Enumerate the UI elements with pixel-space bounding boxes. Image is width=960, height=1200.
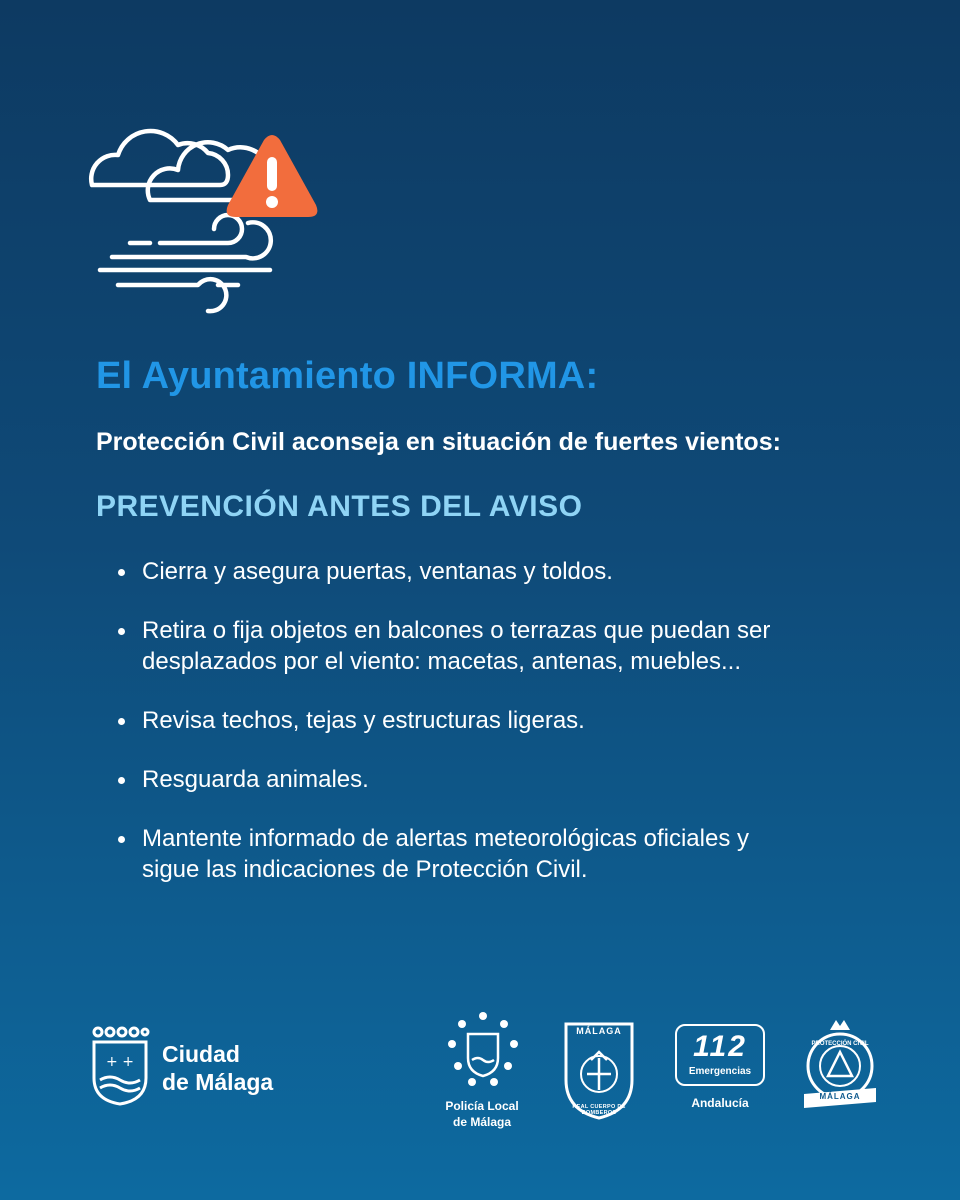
tip-line: sigue las indicaciones de Protección Civil. bbox=[142, 856, 588, 883]
tips-list bbox=[118, 556, 878, 913]
ciudad-malaga-label bbox=[162, 1040, 273, 1096]
subheadline: Protección Civil aconseja en situación de fuertes vientos: bbox=[96, 428, 781, 456]
tip-line: Cierra y asegura puertas, ventanas y toldos. bbox=[142, 558, 613, 585]
list-item bbox=[118, 823, 878, 885]
list-item bbox=[118, 764, 878, 795]
proteccion-civil-band-label: MÁLAGA bbox=[819, 1092, 861, 1101]
ciudad-line1: Ciudad bbox=[162, 1041, 240, 1067]
policia-line2: de Málaga bbox=[452, 1115, 512, 1129]
tip-line: Mantente informado de alertas meteorológicas oficiales y bbox=[142, 825, 749, 852]
bomberos-badge bbox=[560, 1018, 638, 1122]
section-title: PREVENCIÓN ANTES DEL AVISO bbox=[96, 490, 583, 523]
emergencias-number: 112 bbox=[693, 1030, 747, 1063]
policia-local-badge-icon bbox=[444, 1010, 522, 1094]
bomberos-top-label: MÁLAGA bbox=[576, 1026, 622, 1036]
bullet-icon bbox=[118, 718, 125, 725]
wind-lines-icon bbox=[100, 215, 271, 311]
headline: El Ayuntamiento INFORMA: bbox=[96, 355, 599, 397]
cloud-back-icon bbox=[91, 131, 228, 185]
wind-warning-icon bbox=[78, 105, 328, 320]
bomberos-bottom-label: REAL CUERPO DE BOMBEROS bbox=[572, 1104, 626, 1116]
proteccion-civil-ring-label: PROTECCIÓN CIVIL bbox=[811, 1041, 869, 1047]
tip-line: desplazados por el viento: macetas, antenas, muebles... bbox=[142, 648, 742, 675]
bullet-icon bbox=[118, 777, 125, 784]
emergencias-region: Andalucía bbox=[691, 1096, 749, 1110]
bullet-icon bbox=[118, 836, 125, 843]
tip-line: Revisa techos, tejas y estructuras ligeras. bbox=[142, 707, 585, 734]
ciudad-line2: de Málaga bbox=[162, 1069, 274, 1095]
list-item bbox=[118, 556, 878, 587]
tip-line: Retira o fija objetos en balcones o terrazas que puedan ser bbox=[142, 617, 771, 644]
svg-text:+ +: + + bbox=[106, 1054, 134, 1070]
emergencias-label: Emergencias bbox=[688, 1066, 752, 1077]
bullet-icon bbox=[118, 628, 125, 635]
list-item bbox=[118, 615, 878, 677]
bullet-icon bbox=[118, 569, 125, 576]
tip-line: Resguarda animales. bbox=[142, 766, 369, 793]
policia-label bbox=[432, 1098, 532, 1130]
list-item bbox=[118, 705, 878, 736]
ciudad-malaga-shield-icon bbox=[90, 1022, 150, 1106]
proteccion-civil-logo bbox=[800, 1014, 880, 1116]
emergencias-112-logo bbox=[675, 1024, 765, 1086]
policia-line1: Policía Local bbox=[445, 1099, 519, 1113]
